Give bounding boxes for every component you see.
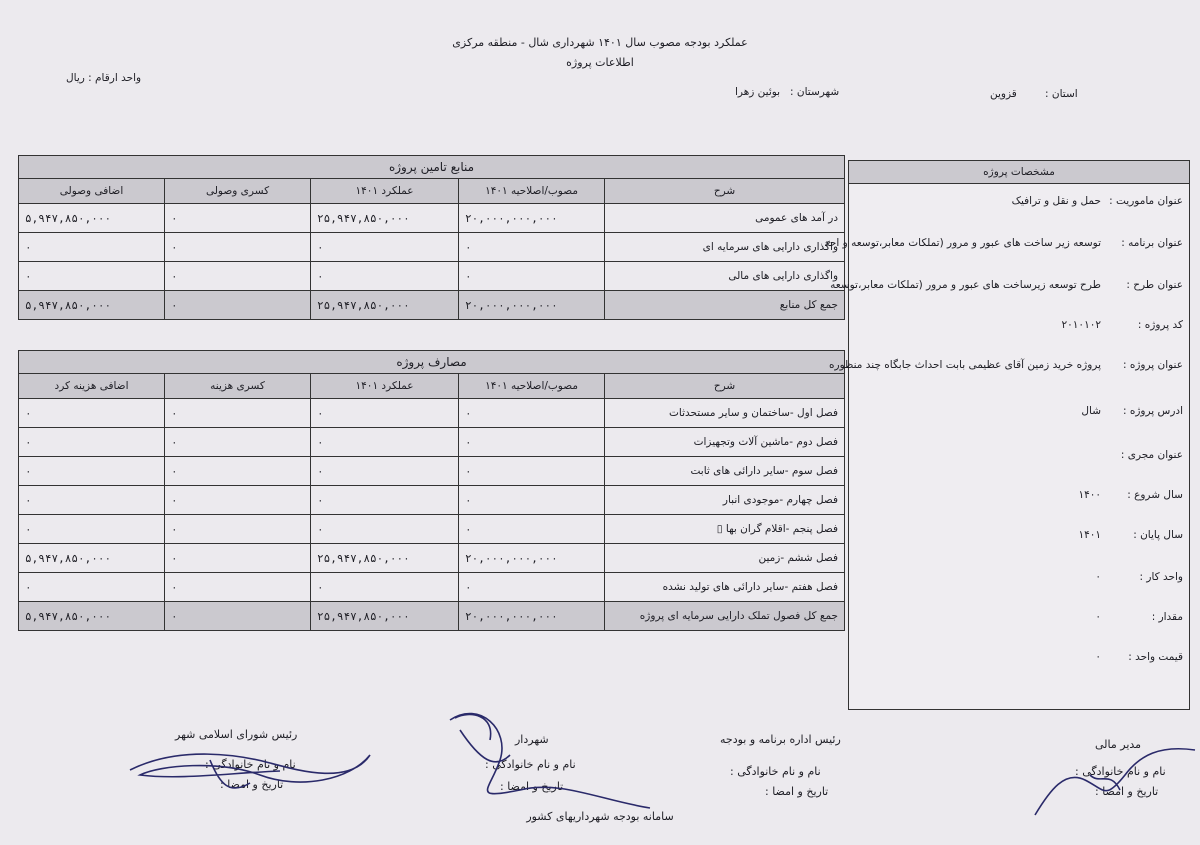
spec-label: عنوان ماموریت : xyxy=(1109,195,1183,207)
row-description: در آمد های عمومی xyxy=(605,204,845,233)
spec-quantity xyxy=(853,611,1183,627)
actual-cell: ۰ xyxy=(311,262,459,291)
actual-cell: ۰ xyxy=(311,399,459,428)
deficit-cell: ۰ xyxy=(165,457,311,486)
approved-cell: ۰ xyxy=(459,515,605,544)
total-actual: ۲۵,۹۴۷,۸۵۰,۰۰۰ xyxy=(311,602,459,631)
spec-project-code xyxy=(853,319,1183,335)
spec-label: کد پروژه : xyxy=(1137,319,1183,331)
total-surplus: ۵,۹۴۷,۸۵۰,۰۰۰ xyxy=(19,602,165,631)
actual-cell: ۲۵,۹۴۷,۸۵۰,۰۰۰ xyxy=(311,544,459,573)
spec-project-title xyxy=(829,359,1183,375)
spec-program xyxy=(824,237,1183,253)
table-row xyxy=(19,428,845,457)
approved-cell: ۰ xyxy=(459,486,605,515)
row-description: فصل چهارم -موجودی انبار xyxy=(605,486,845,515)
approved-cell: ۰ xyxy=(459,262,605,291)
total-description: جمع کل منابع xyxy=(605,291,845,320)
row-description: واگذاری دارایی های سرمایه ای xyxy=(605,233,845,262)
funding-title: منابع تامین پروژه xyxy=(19,156,845,179)
county-label: شهرستان : xyxy=(790,86,840,98)
surplus-cell: ۵,۹۴۷,۸۵۰,۰۰۰ xyxy=(19,204,165,233)
province-label: استان : xyxy=(1045,88,1078,100)
program-head-label: رئیس اداره برنامه و بودجه xyxy=(720,733,841,746)
mayor-label: شهردار xyxy=(515,733,549,746)
spec-value: ۲۰۱۰۱۰۲ xyxy=(1061,319,1101,331)
surplus-cell: ۰ xyxy=(19,515,165,544)
council-head-label: رئیس شورای اسلامی شهر xyxy=(175,728,298,741)
row-description: فصل اول -ساختمان و سایر مستحدثات xyxy=(605,399,845,428)
spec-work-unit xyxy=(853,571,1183,587)
deficit-cell: ۰ xyxy=(165,204,311,233)
actual-cell: ۰ xyxy=(311,573,459,602)
council-signature xyxy=(120,725,380,800)
spec-value: پروژه خرید زمین آقای عظیمی بابت احداث جابگاه چند منظوره xyxy=(829,359,1101,371)
footer-system-name: سامانه بودجه شهرداریهای کشور xyxy=(526,810,674,823)
total-actual: ۲۵,۹۴۷,۸۵۰,۰۰۰ xyxy=(311,291,459,320)
deficit-cell: ۰ xyxy=(165,262,311,291)
approved-cell: ۰ xyxy=(459,428,605,457)
spec-label: سال پایان : xyxy=(1133,529,1183,541)
approved-cell: ۰ xyxy=(459,399,605,428)
column-header: شرح xyxy=(605,179,845,204)
actual-cell: ۰ xyxy=(311,428,459,457)
deficit-cell: ۰ xyxy=(165,515,311,544)
column-header: کسری وصولی xyxy=(165,179,311,204)
funding-table xyxy=(18,155,845,320)
project-specs-panel xyxy=(824,160,1190,710)
program-date-label: تاریخ و امضا : xyxy=(765,785,829,798)
row-description: فصل ششم -زمین xyxy=(605,544,845,573)
column-header: عملکرد ۱۴۰۱ xyxy=(311,179,459,204)
surplus-cell: ۰ xyxy=(19,428,165,457)
spec-unit-price xyxy=(853,651,1183,667)
expenses-table xyxy=(18,350,845,631)
actual-cell: ۰ xyxy=(311,233,459,262)
spec-label: واحد کار : xyxy=(1139,571,1183,583)
spec-value: حمل و نقل و ترافیک xyxy=(1011,195,1101,207)
total-approved: ۲۰,۰۰۰,۰۰۰,۰۰۰ xyxy=(459,291,605,320)
spec-value: ۱۴۰۱ xyxy=(1078,529,1101,541)
spec-value: ۰ xyxy=(1095,611,1101,623)
spec-value: طرح توسعه زیرساخت های عبور و مرور (تملکات معابر،توسعه xyxy=(830,279,1101,291)
spec-label: قیمت واحد : xyxy=(1128,651,1183,663)
total-deficit: ۰ xyxy=(165,602,311,631)
deficit-cell: ۰ xyxy=(165,544,311,573)
total-deficit: ۰ xyxy=(165,291,311,320)
deficit-cell: ۰ xyxy=(165,233,311,262)
county-value: بوئین زهرا xyxy=(735,86,781,98)
spec-address xyxy=(853,405,1183,421)
total-row xyxy=(19,291,845,320)
total-description: جمع کل فصول تملک دارایی سرمایه ای پروژه xyxy=(605,602,845,631)
table-row xyxy=(19,233,845,262)
table-row xyxy=(19,515,845,544)
finance-name-label: نام و نام خانوادگی : xyxy=(1075,765,1166,778)
surplus-cell: ۰ xyxy=(19,573,165,602)
row-description: فصل سوم -سایر دارائی های ثابت xyxy=(605,457,845,486)
column-header: شرح xyxy=(605,374,845,399)
row-description: فصل دوم -ماشین آلات وتجهیزات xyxy=(605,428,845,457)
spec-plan xyxy=(830,279,1183,295)
council-name-label: نام و نام خانوادگی : xyxy=(205,758,296,771)
spec-end-year xyxy=(853,529,1183,545)
total-row xyxy=(19,602,845,631)
actual-cell: ۰ xyxy=(311,486,459,515)
surplus-cell: ۵,۹۴۷,۸۵۰,۰۰۰ xyxy=(19,544,165,573)
deficit-cell: ۰ xyxy=(165,428,311,457)
finance-signature xyxy=(1030,730,1200,820)
column-header: عملکرد ۱۴۰۱ xyxy=(311,374,459,399)
surplus-cell: ۰ xyxy=(19,262,165,291)
finance-manager-label: مدیر مالی xyxy=(1095,738,1142,751)
document-subtitle: اطلاعات پروژه xyxy=(566,56,634,69)
actual-cell: ۰ xyxy=(311,457,459,486)
deficit-cell: ۰ xyxy=(165,399,311,428)
table-row xyxy=(19,486,845,515)
table-row xyxy=(19,262,845,291)
mayor-date-label: تاریخ و امضا : xyxy=(500,780,564,793)
project-specs-title: مشخصات پروژه xyxy=(849,161,1189,184)
total-approved: ۲۰,۰۰۰,۰۰۰,۰۰۰ xyxy=(459,602,605,631)
approved-cell: ۰ xyxy=(459,457,605,486)
total-surplus: ۵,۹۴۷,۸۵۰,۰۰۰ xyxy=(19,291,165,320)
program-name-label: نام و نام خانوادگی : xyxy=(730,765,821,778)
table-row xyxy=(19,204,845,233)
approved-cell: ۲۰,۰۰۰,۰۰۰,۰۰۰ xyxy=(459,204,605,233)
document-title: عملکرد بودجه مصوب سال ۱۴۰۱ شهرداری شال - منطقه مرکزی xyxy=(452,36,748,49)
row-description: واگذاری دارایی های مالی xyxy=(605,262,845,291)
spec-executor xyxy=(853,449,1183,465)
spec-value: ۰ xyxy=(1095,651,1101,663)
surplus-cell: ۰ xyxy=(19,233,165,262)
mayor-signature xyxy=(440,700,660,815)
spec-value: توسعه زیر ساخت های عبور و مرور (تملکات معابر،توسعه و احد xyxy=(824,237,1101,249)
spec-label: مقدار : xyxy=(1151,611,1183,623)
spec-value: ۱۴۰۰ xyxy=(1078,489,1101,501)
spec-label: عنوان مجری : xyxy=(1120,449,1183,461)
spec-value: شال xyxy=(1081,405,1101,417)
actual-cell: ۰ xyxy=(311,515,459,544)
spec-value: ۰ xyxy=(1095,571,1101,583)
unit-label: واحد ارقام : ریال xyxy=(66,72,142,84)
surplus-cell: ۰ xyxy=(19,486,165,515)
column-header: مصوب/اصلاحیه ۱۴۰۱ xyxy=(459,179,605,204)
spec-label: ادرس پروژه : xyxy=(1122,405,1183,417)
deficit-cell: ۰ xyxy=(165,573,311,602)
column-header: مصوب/اصلاحیه ۱۴۰۱ xyxy=(459,374,605,399)
deficit-cell: ۰ xyxy=(165,486,311,515)
column-header: کسری هزینه xyxy=(165,374,311,399)
table-row xyxy=(19,457,845,486)
mayor-name-label: نام و نام خانوادگی : xyxy=(485,758,576,771)
surplus-cell: ۰ xyxy=(19,399,165,428)
table-row xyxy=(19,399,845,428)
expenses-title: مصارف پروژه xyxy=(19,351,845,374)
finance-date-label: تاریخ و امضا : xyxy=(1095,785,1159,798)
surplus-cell: ۰ xyxy=(19,457,165,486)
row-description: فصل هفتم -سایر دارائی های تولید نشده xyxy=(605,573,845,602)
spec-label: سال شروع : xyxy=(1127,489,1183,501)
column-header: اضافی هزینه کرد xyxy=(19,374,165,399)
table-row xyxy=(19,573,845,602)
council-date-label: تاریخ و امضا : xyxy=(220,778,284,791)
spec-mission xyxy=(853,195,1183,211)
table-row xyxy=(19,544,845,573)
spec-label: عنوان برنامه : xyxy=(1121,237,1183,249)
column-header: اضافی وصولی xyxy=(19,179,165,204)
spec-label: عنوان پروژه : xyxy=(1122,359,1183,371)
actual-cell: ۲۵,۹۴۷,۸۵۰,۰۰۰ xyxy=(311,204,459,233)
spec-label: عنوان طرح : xyxy=(1126,279,1183,291)
province-value: قزوین xyxy=(990,88,1017,100)
row-description: فصل پنجم -اقلام گران بها ▯ xyxy=(605,515,845,544)
approved-cell: ۰ xyxy=(459,573,605,602)
approved-cell: ۰ xyxy=(459,233,605,262)
spec-start-year xyxy=(853,489,1183,505)
approved-cell: ۲۰,۰۰۰,۰۰۰,۰۰۰ xyxy=(459,544,605,573)
